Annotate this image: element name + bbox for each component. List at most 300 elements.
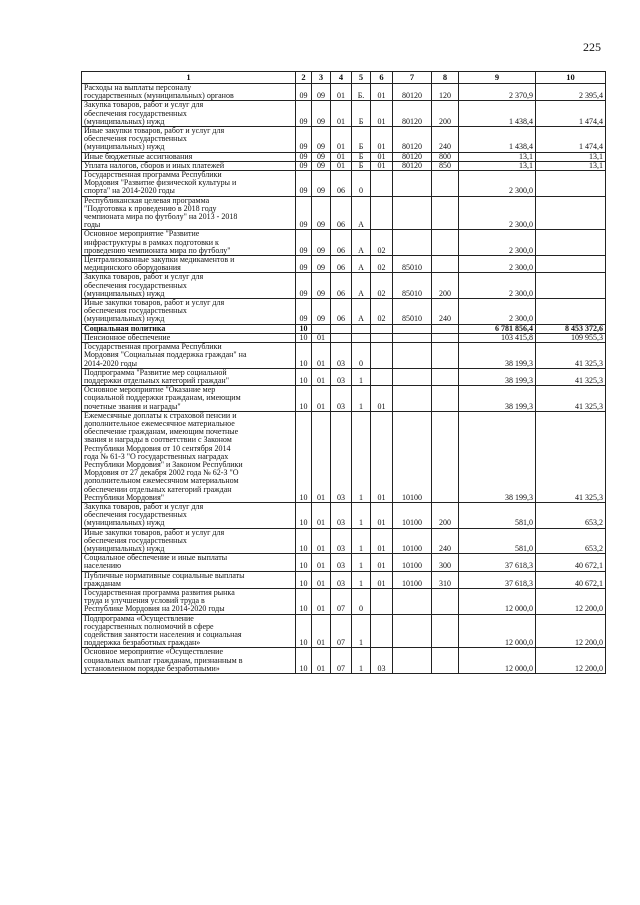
- item-name-line: Государственная программа развития рынка: [84, 588, 235, 597]
- item-name-cell: [82, 152, 296, 161]
- code-cell: 80120: [393, 84, 432, 101]
- code-cell: [432, 324, 459, 333]
- item-name-line: (муниципальных) нужд: [84, 142, 165, 152]
- code-cell: 07: [331, 588, 352, 614]
- code-cell: 01: [312, 571, 331, 588]
- code-cell: 10: [296, 528, 312, 554]
- item-name-line: Республики Мордовия": [84, 492, 165, 502]
- item-name-line: Иные бюджетные ассигнования: [84, 152, 193, 161]
- code-cell: 01: [312, 588, 331, 614]
- table-row: [82, 343, 606, 369]
- code-cell: [312, 324, 331, 333]
- code-cell: 09: [296, 161, 312, 170]
- item-name-line: (муниципальных) нужд: [84, 518, 165, 528]
- code-cell: 80120: [393, 152, 432, 161]
- item-name-line: Республики Мордовия" и Законом Республики: [84, 459, 243, 469]
- item-name-line: Публичные нормативные социальные выплаты: [84, 571, 245, 580]
- item-name-cell: [82, 273, 296, 299]
- code-cell: 03: [331, 368, 352, 385]
- code-cell: 85010: [393, 273, 432, 299]
- code-cell: 10: [296, 411, 312, 502]
- code-cell: [352, 333, 371, 342]
- code-cell: 310: [432, 571, 459, 588]
- code-cell: 09: [296, 101, 312, 127]
- item-name-line: Закупка товаров, работ и услуг для: [84, 502, 204, 511]
- code-cell: [371, 343, 393, 369]
- code-cell: [432, 230, 459, 256]
- code-cell: 01: [371, 161, 393, 170]
- code-cell: 03: [331, 554, 352, 571]
- code-cell: 1 474,4: [536, 127, 606, 153]
- code-cell: 0: [352, 588, 371, 614]
- item-name-line: инфраструктуры в рамках подготовки к: [84, 237, 219, 247]
- code-cell: 13,1: [536, 152, 606, 161]
- code-cell: [536, 256, 606, 273]
- item-name-line: населению: [84, 561, 122, 571]
- code-cell: 1: [352, 386, 371, 412]
- table-row: [82, 554, 606, 571]
- table-row: [82, 101, 606, 127]
- header-row: [82, 72, 606, 84]
- item-name-line: дополнительном ежемесячном материальном: [84, 476, 239, 486]
- code-cell: [371, 171, 393, 197]
- table-row: [82, 256, 606, 273]
- code-cell: [371, 368, 393, 385]
- code-cell: Б: [352, 101, 371, 127]
- item-name-line: обеспечения государственных: [84, 280, 187, 290]
- code-cell: 09: [296, 171, 312, 197]
- code-cell: 10: [296, 554, 312, 571]
- code-cell: 12 200,0: [536, 648, 606, 674]
- item-name-line: (муниципальных) нужд: [84, 288, 165, 298]
- code-cell: 01: [312, 502, 331, 528]
- table-row: [82, 571, 606, 588]
- code-cell: [393, 343, 432, 369]
- item-name-line: Иные закупки товаров, работ и услуг для: [84, 126, 225, 136]
- item-name-cell: [82, 230, 296, 256]
- item-name-line: Уплата налогов, сборов и иных платежей: [84, 161, 225, 170]
- column-header: 4: [331, 72, 352, 84]
- column-header: 9: [459, 72, 536, 84]
- code-cell: 10: [296, 571, 312, 588]
- item-name-cell: [82, 299, 296, 325]
- budget-table: [81, 71, 606, 674]
- item-name-cell: [82, 502, 296, 528]
- code-cell: 200: [432, 502, 459, 528]
- item-name-cell: [82, 571, 296, 588]
- item-name-cell: [82, 528, 296, 554]
- item-name-line: Республиканская целевая программа: [84, 196, 210, 205]
- code-cell: 103 415,8: [459, 333, 536, 342]
- code-cell: 120: [432, 84, 459, 101]
- item-name-line: проведению чемпионата мира по футболу": [84, 245, 231, 255]
- table-row: [82, 299, 606, 325]
- item-name-line: Основное мероприятие "Развитие: [84, 229, 200, 239]
- item-name-line: Пенсионное обеспечение: [84, 333, 171, 342]
- item-name-line: Социальная политика: [84, 324, 166, 333]
- code-cell: 1: [352, 411, 371, 502]
- code-cell: 8 453 372,6: [536, 324, 606, 333]
- code-cell: 12 200,0: [536, 614, 606, 648]
- table-row: [82, 614, 606, 648]
- code-cell: 01: [371, 502, 393, 528]
- item-name-line: почетные звания и награды": [84, 401, 181, 411]
- code-cell: 0: [352, 343, 371, 369]
- code-cell: 13,1: [459, 152, 536, 161]
- code-cell: 02: [371, 230, 393, 256]
- table-row: [82, 127, 606, 153]
- code-cell: 2 370,9: [459, 84, 536, 101]
- item-name-line: Республики Мордовия от 10 сентября 2014: [84, 443, 231, 453]
- code-cell: [371, 614, 393, 648]
- code-cell: [393, 648, 432, 674]
- code-cell: 85010: [393, 256, 432, 273]
- table-row: [82, 324, 606, 333]
- code-cell: 01: [312, 368, 331, 385]
- code-cell: 09: [296, 273, 312, 299]
- code-cell: 07: [331, 648, 352, 674]
- code-cell: [393, 230, 432, 256]
- item-name-line: Государственная программа Республики: [84, 170, 222, 180]
- code-cell: 01: [312, 343, 331, 369]
- code-cell: 12 000,0: [459, 588, 536, 614]
- code-cell: 09: [296, 299, 312, 325]
- code-cell: [432, 386, 459, 412]
- table-row: [82, 152, 606, 161]
- code-cell: 03: [331, 386, 352, 412]
- item-name-cell: [82, 324, 296, 333]
- column-header: 7: [393, 72, 432, 84]
- code-cell: 41 325,3: [536, 411, 606, 502]
- code-cell: [432, 196, 459, 230]
- code-cell: 2 300,0: [459, 273, 536, 299]
- code-cell: 0: [352, 171, 371, 197]
- code-cell: Б.: [352, 84, 371, 101]
- code-cell: [432, 171, 459, 197]
- code-cell: 09: [312, 256, 331, 273]
- code-cell: Б: [352, 127, 371, 153]
- code-cell: 85010: [393, 299, 432, 325]
- code-cell: 38 199,3: [459, 411, 536, 502]
- code-cell: 653,2: [536, 528, 606, 554]
- code-cell: А: [352, 273, 371, 299]
- code-cell: [331, 333, 352, 342]
- item-name-line: обеспечение гражданам, имеющим почетные: [84, 427, 239, 437]
- table-row: [82, 368, 606, 385]
- code-cell: 10100: [393, 502, 432, 528]
- code-cell: 06: [331, 196, 352, 230]
- code-cell: 10: [296, 386, 312, 412]
- code-cell: 1: [352, 554, 371, 571]
- table-row: [82, 230, 606, 256]
- code-cell: 07: [331, 614, 352, 648]
- code-cell: 581,0: [459, 528, 536, 554]
- code-cell: 80120: [393, 161, 432, 170]
- item-name-cell: [82, 171, 296, 197]
- code-cell: 2 300,0: [459, 256, 536, 273]
- item-name-line: государственных (муниципальных) органов: [84, 91, 234, 101]
- table-row: [82, 386, 606, 412]
- item-name-cell: [82, 648, 296, 674]
- code-cell: 2 300,0: [459, 299, 536, 325]
- code-cell: 02: [371, 256, 393, 273]
- code-cell: 37 618,3: [459, 554, 536, 571]
- code-cell: 03: [331, 343, 352, 369]
- code-cell: 240: [432, 528, 459, 554]
- code-cell: 40 672,1: [536, 554, 606, 571]
- code-cell: 41 325,3: [536, 386, 606, 412]
- table-row: [82, 171, 606, 197]
- item-name-line: (муниципальных) нужд: [84, 314, 165, 324]
- code-cell: 10100: [393, 528, 432, 554]
- table-row: [82, 161, 606, 170]
- item-name-cell: [82, 161, 296, 170]
- table-row: [82, 411, 606, 502]
- code-cell: 1: [352, 368, 371, 385]
- code-cell: 800: [432, 152, 459, 161]
- table-row: [82, 84, 606, 101]
- item-name-line: годы: [84, 220, 101, 230]
- table-row: [82, 333, 606, 342]
- code-cell: [432, 648, 459, 674]
- item-name-cell: [82, 84, 296, 101]
- code-cell: 01: [371, 84, 393, 101]
- code-cell: [432, 343, 459, 369]
- code-cell: 1 474,4: [536, 101, 606, 127]
- code-cell: А: [352, 196, 371, 230]
- column-header: 10: [536, 72, 606, 84]
- item-name-cell: [82, 554, 296, 571]
- table-row: [82, 273, 606, 299]
- code-cell: 01: [312, 648, 331, 674]
- code-cell: А: [352, 299, 371, 325]
- code-cell: 09: [312, 161, 331, 170]
- code-cell: 09: [312, 101, 331, 127]
- code-cell: [371, 324, 393, 333]
- code-cell: 01: [312, 386, 331, 412]
- code-cell: [393, 333, 432, 342]
- code-cell: 01: [371, 386, 393, 412]
- code-cell: 01: [312, 333, 331, 342]
- item-name-line: Ежемесячные доплаты к страховой пенсии и: [84, 411, 237, 420]
- item-name-cell: [82, 333, 296, 342]
- code-cell: 37 618,3: [459, 571, 536, 588]
- item-name-cell: [82, 127, 296, 153]
- code-cell: 1: [352, 571, 371, 588]
- code-cell: 581,0: [459, 502, 536, 528]
- code-cell: [371, 196, 393, 230]
- item-name-cell: [82, 614, 296, 648]
- code-cell: 01: [331, 101, 352, 127]
- item-name-line: "Подготовка к проведению в 2018 году: [84, 203, 217, 213]
- item-name-line: труда и улучшения условий труда в: [84, 596, 205, 606]
- code-cell: [331, 324, 352, 333]
- code-cell: 01: [371, 127, 393, 153]
- item-name-line: обеспечения государственных: [84, 134, 187, 144]
- item-name-line: Республике Мордовия на 2014-2020 годы: [84, 604, 225, 614]
- code-cell: 09: [312, 230, 331, 256]
- code-cell: 01: [312, 528, 331, 554]
- code-cell: 09: [312, 127, 331, 153]
- code-cell: [393, 196, 432, 230]
- code-cell: [536, 299, 606, 325]
- code-cell: 6 781 856,4: [459, 324, 536, 333]
- column-header: 2: [296, 72, 312, 84]
- code-cell: 40 672,1: [536, 571, 606, 588]
- item-name-line: содействия занятости населения и социальная: [84, 630, 242, 639]
- table-row: [82, 588, 606, 614]
- code-cell: 12 200,0: [536, 588, 606, 614]
- code-cell: 10: [296, 588, 312, 614]
- code-cell: 1 438,4: [459, 101, 536, 127]
- code-cell: 12 000,0: [459, 614, 536, 648]
- code-cell: 09: [296, 230, 312, 256]
- item-name-line: обеспечении отдельных категорий граждан: [84, 484, 232, 494]
- code-cell: 01: [371, 101, 393, 127]
- table-row: [82, 196, 606, 230]
- code-cell: 200: [432, 101, 459, 127]
- code-cell: 200: [432, 273, 459, 299]
- code-cell: 2 300,0: [459, 196, 536, 230]
- code-cell: [432, 368, 459, 385]
- code-cell: [352, 324, 371, 333]
- code-cell: 01: [371, 554, 393, 571]
- code-cell: [536, 273, 606, 299]
- item-name-line: Централизованные закупки медикаментов и: [84, 255, 235, 265]
- item-name-cell: [82, 101, 296, 127]
- item-name-line: обеспечения государственных: [84, 306, 187, 316]
- code-cell: [371, 333, 393, 342]
- code-cell: [432, 614, 459, 648]
- code-cell: [371, 588, 393, 614]
- code-cell: 1 438,4: [459, 127, 536, 153]
- table-row: [82, 502, 606, 528]
- column-header: 1: [82, 72, 296, 84]
- code-cell: 01: [312, 411, 331, 502]
- page-number: 225: [583, 40, 601, 54]
- code-cell: [393, 171, 432, 197]
- item-name-line: медицинского оборудования: [84, 263, 181, 273]
- code-cell: [393, 324, 432, 333]
- item-name-line: чемпионата мира по футболу" на 2013 - 2018: [84, 212, 238, 222]
- code-cell: 10: [296, 648, 312, 674]
- item-name-line: Иные закупки товаров, работ и услуг для: [84, 528, 225, 537]
- column-header: 8: [432, 72, 459, 84]
- code-cell: 09: [296, 84, 312, 101]
- code-cell: 03: [331, 571, 352, 588]
- item-name-cell: [82, 588, 296, 614]
- item-name-line: Закупка товаров, работ и услуг для: [84, 100, 204, 110]
- item-name-line: Мордовия "Развитие физической культуры и: [84, 178, 237, 188]
- code-cell: 09: [296, 127, 312, 153]
- item-name-line: Основное мероприятие "Оказание мер: [84, 385, 216, 395]
- code-cell: 109 955,3: [536, 333, 606, 342]
- code-cell: 09: [312, 171, 331, 197]
- code-cell: 2 395,4: [536, 84, 606, 101]
- code-cell: 09: [296, 256, 312, 273]
- item-name-cell: [82, 411, 296, 502]
- item-name-line: Государственная программа Республики: [84, 342, 222, 352]
- code-cell: 300: [432, 554, 459, 571]
- code-cell: 03: [331, 528, 352, 554]
- code-cell: 41 325,3: [536, 368, 606, 385]
- code-cell: 10: [296, 614, 312, 648]
- code-cell: 01: [331, 84, 352, 101]
- item-name-line: обеспечения государственных: [84, 108, 187, 118]
- code-cell: 06: [331, 256, 352, 273]
- item-name-line: спорта" на 2014-2020 годы: [84, 186, 175, 196]
- code-cell: [432, 256, 459, 273]
- code-cell: А: [352, 230, 371, 256]
- item-name-line: социальных выплат гражданам, признанным в: [84, 655, 243, 665]
- item-name-line: 2014-2020 годы: [84, 358, 137, 368]
- code-cell: 09: [296, 196, 312, 230]
- code-cell: 80120: [393, 101, 432, 127]
- code-cell: 38 199,3: [459, 386, 536, 412]
- code-cell: 653,2: [536, 502, 606, 528]
- code-cell: 06: [331, 299, 352, 325]
- item-name-line: Мордовия от 27 декабря 2002 года № 62-З "О: [84, 468, 239, 478]
- code-cell: [536, 171, 606, 197]
- code-cell: 10100: [393, 554, 432, 571]
- code-cell: 10: [296, 333, 312, 342]
- item-name-cell: [82, 343, 296, 369]
- item-name-line: обеспечения государственных: [84, 510, 187, 520]
- code-cell: [432, 588, 459, 614]
- code-cell: [393, 588, 432, 614]
- code-cell: 38 199,3: [459, 343, 536, 369]
- item-name-line: социальной поддержки гражданам, имеющим: [84, 393, 241, 403]
- item-name-line: Основное мероприятие «Осуществление: [84, 647, 224, 657]
- code-cell: 13,1: [459, 161, 536, 170]
- code-cell: 01: [312, 554, 331, 571]
- table-row: [82, 648, 606, 674]
- code-cell: 02: [371, 273, 393, 299]
- item-name-line: Иные закупки товаров, работ и услуг для: [84, 298, 225, 308]
- code-cell: 1: [352, 648, 371, 674]
- item-name-line: установленном порядке безработными»: [84, 663, 220, 673]
- code-cell: 850: [432, 161, 459, 170]
- code-cell: [432, 411, 459, 502]
- code-cell: 2 300,0: [459, 171, 536, 197]
- code-cell: 1: [352, 528, 371, 554]
- code-cell: 01: [331, 161, 352, 170]
- item-name-line: Подпрограмма «Осуществление: [84, 614, 194, 623]
- code-cell: 09: [312, 196, 331, 230]
- code-cell: 01: [312, 614, 331, 648]
- code-cell: [393, 368, 432, 385]
- code-cell: Б: [352, 161, 371, 170]
- code-cell: 80120: [393, 127, 432, 153]
- code-cell: 12 000,0: [459, 648, 536, 674]
- code-cell: 10: [296, 502, 312, 528]
- item-name-line: звания и награды в соответствии с Законом: [84, 435, 232, 445]
- item-name-line: дополнительное ежемесячное материальное: [84, 418, 235, 428]
- item-name-line: гражданам: [84, 578, 121, 588]
- code-cell: 01: [331, 152, 352, 161]
- code-cell: 41 325,3: [536, 343, 606, 369]
- code-cell: 10100: [393, 571, 432, 588]
- code-cell: 38 199,3: [459, 368, 536, 385]
- item-name-cell: [82, 196, 296, 230]
- item-name-line: (муниципальных) нужд: [84, 116, 165, 126]
- item-name-line: Закупка товаров, работ и услуг для: [84, 272, 204, 282]
- code-cell: 09: [296, 152, 312, 161]
- code-cell: 06: [331, 230, 352, 256]
- item-name-line: Мордовия "Социальная поддержка граждан" на: [84, 350, 247, 360]
- item-name-line: поддержка безработных граждан»: [84, 638, 201, 648]
- code-cell: 1: [352, 502, 371, 528]
